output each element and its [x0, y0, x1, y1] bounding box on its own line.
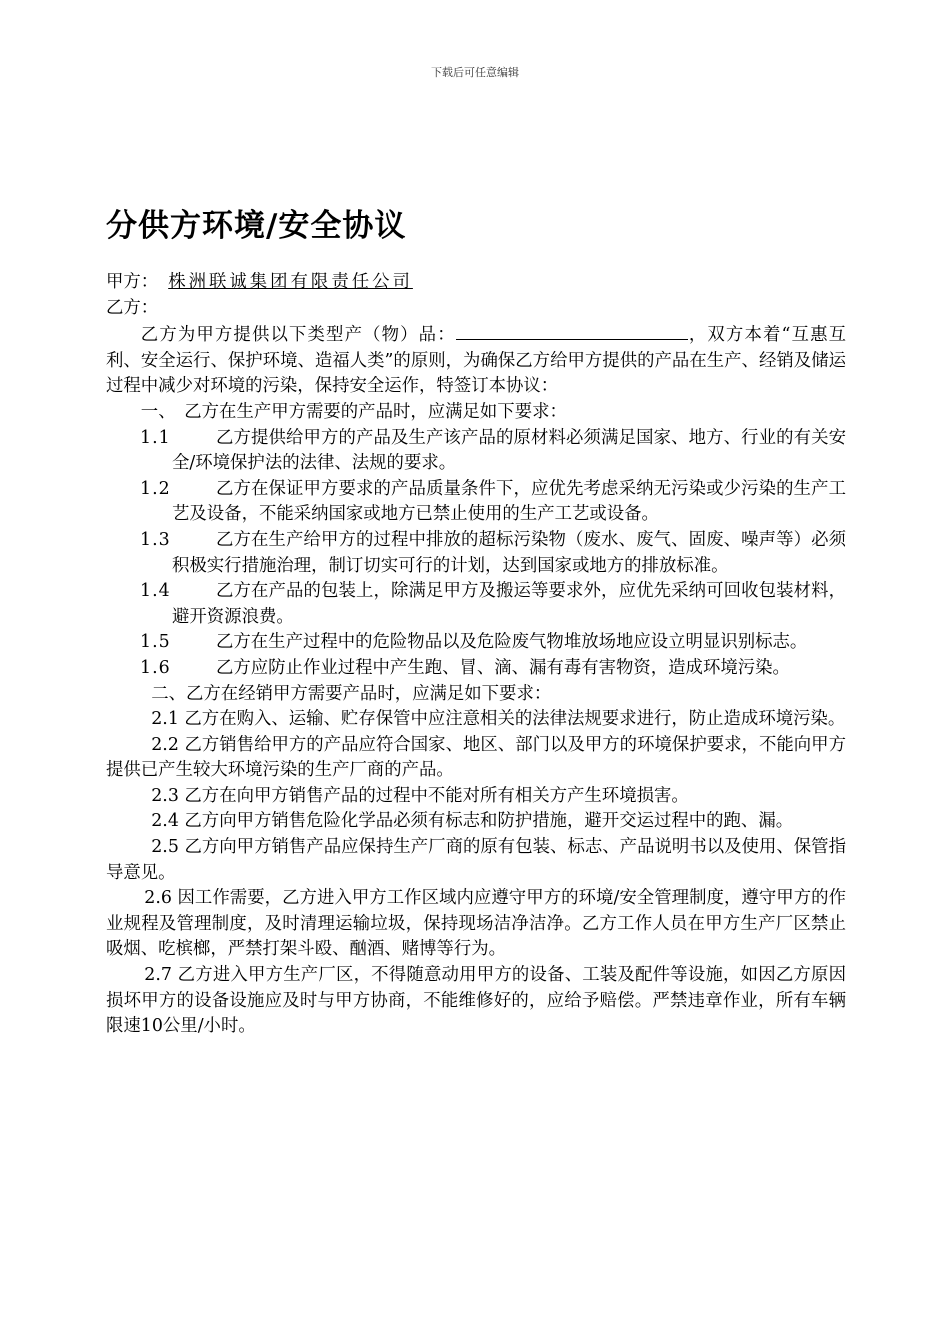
item-text: 乙方在产品的包装上，除满足甲方及搬运等要求外，应优先采纳可回收包装材料，避开资源浪费。 — [172, 581, 846, 627]
item-text: 乙方在生产给甲方的过程中排放的超标污染物（废水、废气、固废、噪声等）必须积极实行措施治理，制订切实可行的计划，达到国家或地方的排放标准。 — [172, 529, 846, 576]
intro-text-before: 乙方为甲方提供以下类型产（物）品： — [140, 325, 456, 346]
item-text: 乙方在生产过程中的危险物品以及危险废气物堆放场地应设立明显识别标志。 — [216, 632, 808, 653]
party-a-name: 株洲联诚集团有限责任公司 — [168, 272, 413, 292]
section2-paragraph: 2.6 因工作需要，乙方进入甲方工作区域内应遵守甲方的环境/安全管理制度，遵守甲方的作业规程及管理制度，及时清理运输垃圾，保持现场洁净洁净。乙方工作人员在甲方生产厂区禁止吸烟、吃槟榔，严禁打架斗殴、酗酒、赌博等行为。 — [106, 888, 846, 960]
item-number: 1.5 — [140, 632, 171, 653]
item-number: 1.2 — [140, 478, 171, 499]
section1-item — [106, 477, 846, 528]
document-title: 分供方环境/安全协议 — [106, 208, 407, 244]
intro-text-after: ，双方本着“互惠互利、安全运行、保护环境、造福人类”的原则，为确保乙方给甲方提供的产品在生产、经销及储运过程中减少对环境的污染，保持安全运作，特签订本协议： — [106, 325, 846, 397]
header-note: 下载后可任意编辑 — [431, 66, 519, 79]
party-a-label: 甲方： — [106, 272, 159, 292]
item-number: 1.4 — [140, 581, 171, 602]
item-number: 1.3 — [140, 529, 171, 550]
document-body — [106, 270, 846, 1040]
section1-item — [106, 426, 846, 477]
intro-paragraph — [106, 321, 846, 400]
section2-paragraph: 2.3 乙方在向甲方销售产品的过程中不能对所有相关方产生环境损害。 — [151, 785, 689, 806]
section1-item — [106, 528, 846, 579]
item-number: 1.6 — [140, 657, 171, 678]
section1-heading: 一、 乙方在生产甲方需要的产品时，应满足如下要求： — [140, 401, 567, 422]
section2-paragraph: 2.2 乙方销售给甲方的产品应符合国家、地区、部门以及甲方的环境保护要求，不能向甲方提供已产生较大环境污染的生产厂商的产品。 — [106, 734, 846, 781]
section2-paragraph: 2.4 乙方向甲方销售危险化学品必须有标志和防护措施，避开交运过程中的跑、漏。 — [151, 811, 794, 832]
section1-item — [106, 579, 846, 630]
section1-item — [106, 656, 846, 682]
section2-paragraph: 2.5 乙方向甲方销售产品应保持生产厂商的原有包装、标志、产品说明书以及使用、保管指导意见。 — [106, 837, 846, 883]
item-number: 1.1 — [140, 427, 171, 448]
party-b-line — [106, 296, 846, 322]
item-text: 乙方应防止作业过程中产生跑、冒、滴、漏有毒有害物资，造成环境污染。 — [216, 657, 790, 678]
item-text: 乙方在保证甲方要求的产品质量条件下，应优先考虑采纳无污染或少污染的生产工艺及设备，不能采纳国家或地方已禁止使用的生产工艺或设备。 — [172, 478, 846, 525]
item-text: 乙方提供给甲方的产品及生产该产品的原材料必须满足国家、地方、行业的有关安全/环境保护法的法律、法规的要求。 — [172, 427, 846, 474]
section2-paragraph: 2.1 乙方在购入、运输、贮存保管中应注意相关的法律法规要求进行，防止造成环境污染。 — [151, 709, 846, 730]
product-type-blank — [456, 321, 688, 340]
section2-heading: 二、乙方在经销甲方需要产品时，应满足如下要求： — [151, 683, 552, 704]
party-a-line — [106, 270, 846, 296]
section1-item — [106, 630, 846, 656]
section2-paragraph: 2.7 乙方进入甲方生产厂区，不得随意动用甲方的设备、工装及配件等设施，如因乙方原因损坏甲方的设备设施应及时与甲方协商，不能维修好的，应给予赔偿。严禁违章作业，所有车辆限速10公里/小时。 — [106, 965, 846, 1037]
party-b-label: 乙方： — [106, 297, 159, 318]
